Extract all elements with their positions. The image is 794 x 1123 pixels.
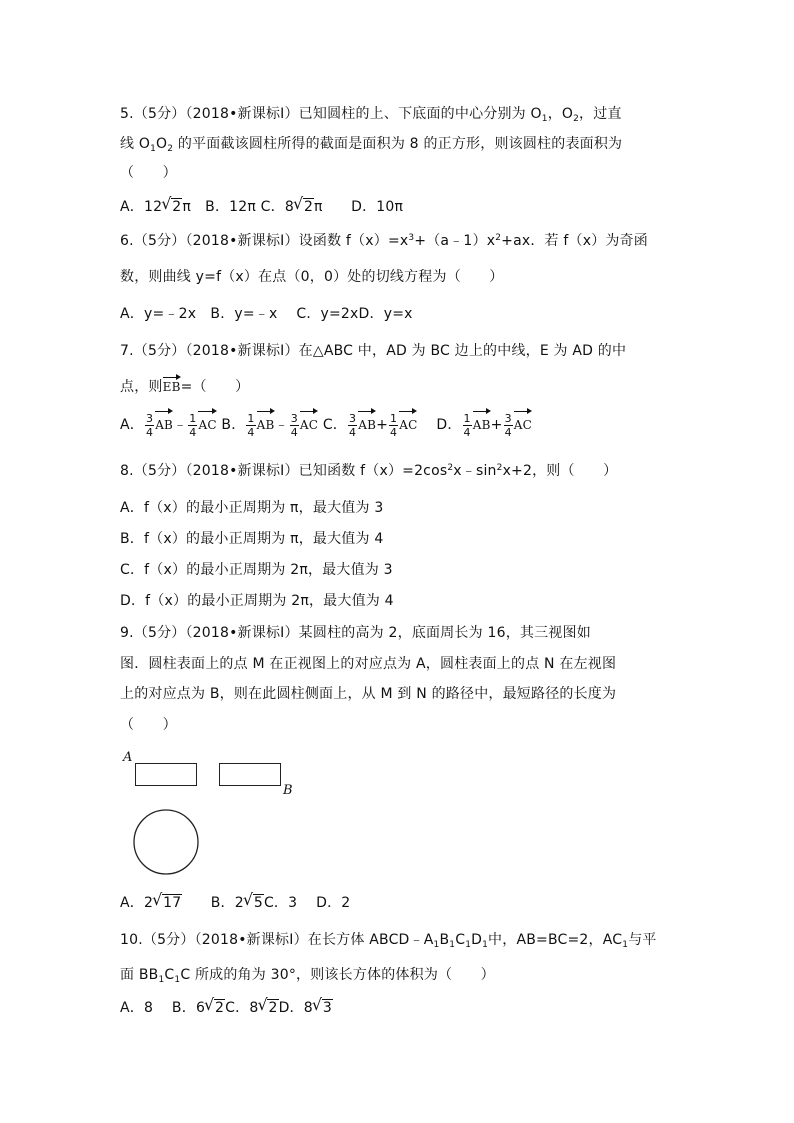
- q8-line-1: 8.（5分）（2018•新课标Ⅰ）已知函数 $f(x)=2\cos^2x﹣\sin^2x+2$，则（ ）: [120, 463, 618, 479]
- sqrt-sign: √ 3: [313, 998, 333, 1018]
- q9-line-2: 图．圆柱表面上的点 M 在正视图上的对应点为 A，圆柱表面上的点 N 在左视图: [120, 656, 617, 672]
- q9-options: A．2√ 17 B．2√ 5C．3 D．2: [120, 893, 350, 913]
- top-view-circle: [130, 806, 202, 878]
- point-b-label: B: [283, 783, 293, 798]
- q8-option-c: C．f（x）的最小正周期为 2π，最大值为 3: [120, 562, 393, 578]
- sqrt-sign: √ 2: [205, 998, 225, 1018]
- sqrt-sign: √ 2: [294, 197, 314, 217]
- q7-line-2: 点，则EB=（ ）: [120, 379, 250, 395]
- sqrt-sign: √ 2: [258, 998, 278, 1018]
- q9-line-3: 上的对应点为 B，则在此圆柱侧面上，从 M 到 N 的路径中，最短路径的长度为: [120, 686, 617, 702]
- q6-line-1: 6.（5分）（2018•新课标Ⅰ）设函数 $f(x)=x^3+(a﹣1)x^2+ax$．若 f（x）为奇函: [120, 233, 648, 249]
- side-view-rect: [219, 763, 281, 786]
- q7-line-1: 7.（5分）（2018•新课标Ⅰ）在△ABC 中，AD 为 BC 边上的中线，E 为 AD 的中: [120, 343, 627, 359]
- q6-line-2: 数，则曲线 y=f（x）在点（0，0）处的切线方程为（ ）: [120, 269, 504, 285]
- vector-eb: EB: [163, 377, 181, 397]
- q5-line-2: 线 $O_1O_2$ 的平面截该圆柱所得的截面是面积为 8 的正方形，则该圆柱的表面积为: [120, 136, 623, 154]
- q7-option-d: D． $\frac{1}{4}$ AB+ $\frac{3}{4}$ AC: [436, 411, 533, 439]
- q8-option-a: A．f（x）的最小正周期为 π，最大值为 3: [120, 500, 384, 516]
- q7-option-a: A． $\frac{3}{4}$ AB﹣ $\frac{1}{4}$ AC: [120, 411, 217, 439]
- sqrt-sign: √ 17: [153, 893, 182, 913]
- q8-option-b: B．f（x）的最小正周期为 π，最大值为 4: [120, 531, 384, 547]
- q9-line-1: 9.（5分）（2018•新课标Ⅰ）某圆柱的高为 2，底面周长为 16，其三视图如: [120, 625, 591, 641]
- sqrt-sign: √ 5: [244, 893, 264, 913]
- q6-options: A．y=﹣2x B．y=﹣x C．y=2xD．y=x: [120, 306, 413, 322]
- q7-option-b: B． $\frac{1}{4}$ AB﹣ $\frac{3}{4}$ AC: [221, 411, 319, 439]
- q10-line-2: 面 $BB_1C_1C$ 所成的角为 30°，则该长方体的体积为（ ）: [120, 967, 495, 985]
- front-view-rect: [135, 763, 197, 786]
- q9-line-4: （ ）: [120, 717, 177, 733]
- point-a-label: A: [123, 750, 133, 765]
- q5-line-3: （ ）: [120, 165, 177, 181]
- q8-option-d: D．f（x）的最小正周期为 2π，最大值为 4: [120, 593, 394, 609]
- q5-line-1: 5.（5分）（2018•新课标Ⅰ）已知圆柱的上、下底面的中心分别为 $O_1$，$O_2$，过直: [120, 106, 622, 124]
- q10-options: A．8 B．6√ 2C．8√ 2D．8√ 3: [120, 998, 333, 1018]
- q7-option-c: C． $\frac{3}{4}$ AB+ $\frac{1}{4}$ AC: [322, 411, 418, 439]
- q7-options: [120, 411, 532, 439]
- q10-line-1: 10.（5分）（2018•新课标Ⅰ）在长方体 $ABCD﹣A_1B_1C_1D_1$中，AB=BC=2，$AC_1$与平: [120, 932, 657, 950]
- q5-options: A．12√ 2π B．12π C．8√ 2π D．10π: [120, 197, 403, 217]
- sqrt-sign: √ 2: [162, 197, 182, 217]
